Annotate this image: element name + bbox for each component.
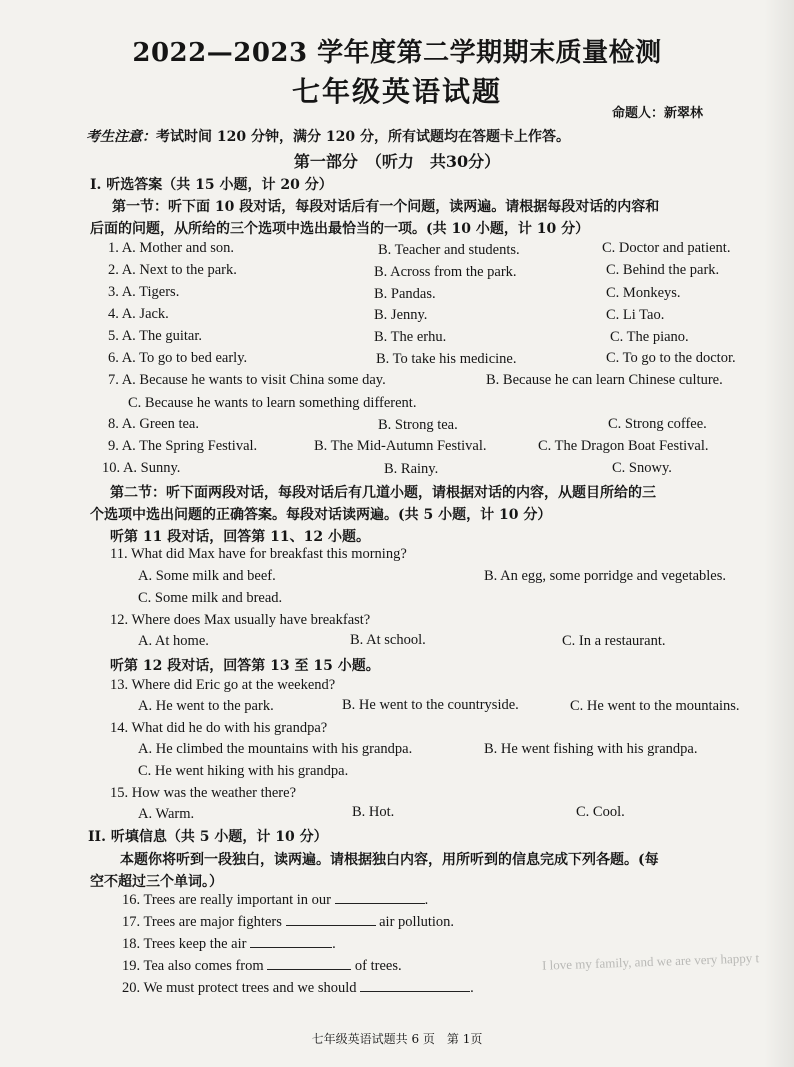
q9-option-b: B. The Mid-Autumn Festival.: [314, 438, 487, 454]
q18-end: .: [332, 936, 336, 952]
q15-option-a: A. Warm.: [138, 806, 195, 822]
q3-option-c: C. Monkeys.: [606, 285, 681, 301]
q13-option-a: A. He went to the park.: [138, 698, 274, 714]
q20-fill: [122, 979, 474, 997]
q2-option-c: C. Behind the park.: [606, 262, 720, 278]
q19-fill: [122, 957, 402, 975]
q2-option-b: B. Across from the park.: [374, 264, 517, 280]
q16-blank[interactable]: [335, 891, 425, 904]
q17-end: air pollution.: [379, 914, 455, 930]
q5-option-c: C. The piano.: [610, 329, 689, 345]
q4-option-c: C. Li Tao.: [606, 307, 665, 323]
q8-option-c: C. Strong coffee.: [608, 416, 707, 432]
dialogue-11-heading: 听第 11 段对话，回答第 11、12 小题。: [110, 529, 370, 545]
part-one-heading: 第一部分 （听力 共30分）: [293, 152, 501, 171]
q10-option-b: B. Rainy.: [384, 461, 439, 477]
q16-text: 16. Trees are really important in our: [122, 892, 331, 908]
q16-end: .: [424, 892, 429, 908]
exam-title: 2022—2023 学年度第二学期期末质量检测: [132, 38, 662, 68]
q11-stem: 11. What did Max have for breakfast this morning?: [110, 546, 407, 562]
q7-option-c: C. Because he wants to learn something different.: [128, 395, 417, 411]
q5-option-b: B. The erhu.: [374, 329, 447, 345]
q8-option-a: 8. A. Green tea.: [108, 416, 199, 432]
q4-option-a: 4. A. Jack.: [108, 306, 169, 322]
question-setter: 命题人：新翠林: [612, 106, 704, 121]
q9-option-a: 9. A. The Spring Festival.: [108, 438, 258, 454]
q12-option-b: B. At school.: [350, 632, 426, 648]
sub-one-instruction-line2: 后面的问题，从所给的三个选项中选出最恰当的一项。(共 10 小题，计 10 分）: [90, 221, 590, 237]
q15-stem: 15. How was the weather there?: [110, 785, 297, 801]
q11-option-c: C. Some milk and bread.: [138, 590, 283, 606]
dialogue-12-heading: 听第 12 段对话，回答第 13 至 15 小题。: [110, 658, 380, 674]
q5-option-a: 5. A. The guitar.: [108, 328, 202, 344]
q1-option-a: 1. A. Mother and son.: [108, 240, 235, 256]
q14-option-c: C. He went hiking with his grandpa.: [138, 763, 349, 779]
q8-option-b: B. Strong tea.: [378, 417, 458, 433]
q1-option-c: C. Doctor and patient.: [602, 240, 731, 256]
q19-blank[interactable]: [267, 957, 351, 970]
q10-option-c: C. Snowy.: [612, 460, 672, 476]
q17-text: 17. Trees are major fighters: [122, 914, 282, 930]
q13-option-b: B. He went to the countryside.: [342, 697, 519, 713]
q4-option-b: B. Jenny.: [374, 307, 428, 323]
q14-option-a: A. He climbed the mountains with his grandpa.: [138, 741, 413, 757]
q19-text: 19. Tea also comes from: [122, 958, 264, 974]
q2-option-a: 2. A. Next to the park.: [108, 262, 237, 278]
exam-subtitle: 七年级英语试题: [291, 75, 502, 108]
q6-option-a: 6. A. To go to bed early.: [108, 350, 248, 366]
q3-option-a: 3. A. Tigers.: [108, 284, 180, 300]
sub-two-instruction-line2: 个选项中选出问题的正确答案。每段对话读两遍。(共 5 小题，计 10 分）: [90, 507, 552, 523]
q7-option-a: 7. A. Because he wants to visit China some day.: [108, 372, 386, 388]
q7-option-b: B. Because he can learn Chinese culture.: [486, 372, 723, 388]
q10-option-a: 10. A. Sunny.: [102, 460, 181, 476]
section-two-heading: II. 听填信息（共 5 小题，计 10 分）: [88, 829, 328, 845]
sub-two-instruction-line1: 第二节：听下面两段对话，每段对话后有几道小题，请根据对话的内容，从题目所给的三: [110, 485, 656, 501]
q17-blank[interactable]: [286, 913, 376, 926]
q15-option-b: B. Hot.: [352, 804, 395, 820]
q20-end: .: [470, 980, 474, 996]
page-footer: 七年级英语试题共 6 页 第 1页: [311, 1032, 483, 1046]
exam-notice: [86, 126, 570, 146]
q12-option-a: A. At home.: [138, 633, 209, 649]
q9-option-c: C. The Dragon Boat Festival.: [538, 438, 709, 454]
q12-option-c: C. In a restaurant.: [562, 633, 666, 649]
section-one-heading: I. 听选答案（共 15 小题，计 20 分）: [90, 177, 333, 193]
q14-option-b: B. He went fishing with his grandpa.: [484, 741, 698, 757]
bleed-through-text: I love my family, and we are very happy t: [541, 950, 760, 973]
q20-blank[interactable]: [360, 979, 470, 992]
q3-option-b: B. Pandas.: [374, 286, 436, 302]
q17-fill: [122, 913, 454, 931]
q13-option-c: C. He went to the mountains.: [570, 698, 740, 714]
q19-end: of trees.: [354, 958, 402, 974]
q12-stem: 12. Where does Max usually have breakfast?: [110, 612, 371, 628]
q15-option-c: C. Cool.: [576, 804, 625, 820]
sub-one-instruction-line1: 第一节：听下面 10 段对话，每段对话后有一个问题，读两遍。请根据每段对话的内容和: [112, 199, 660, 215]
q11-option-a: A. Some milk and beef.: [138, 568, 276, 584]
q14-stem: 14. What did he do with his grandpa?: [110, 720, 328, 736]
q18-text: 18. Trees keep the air: [122, 936, 247, 952]
q18-fill: [122, 935, 336, 953]
q20-text: 20. We must protect trees and we should: [122, 980, 357, 996]
q11-option-b: B. An egg, some porridge and vegetables.: [484, 568, 727, 584]
q6-option-b: B. To take his medicine.: [376, 351, 517, 367]
notice-label: 考生注意：: [86, 129, 156, 145]
q13-stem: 13. Where did Eric go at the weekend?: [110, 677, 336, 693]
section-two-intro-line1: 本题你将听到一段独白，读两遍。请根据独白内容，用所听到的信息完成下列各题。(每: [120, 852, 659, 868]
section-two-intro-line2: 空不超过三个单词。）: [90, 874, 223, 890]
q16-fill: [122, 891, 428, 909]
notice-text: 考试时间 120 分钟，满分 120 分，所有试题均在答题卡上作答。: [156, 129, 570, 145]
q1-option-b: B. Teacher and students.: [378, 242, 520, 258]
q6-option-c: C. To go to the doctor.: [606, 350, 736, 366]
q18-blank[interactable]: [250, 935, 332, 948]
